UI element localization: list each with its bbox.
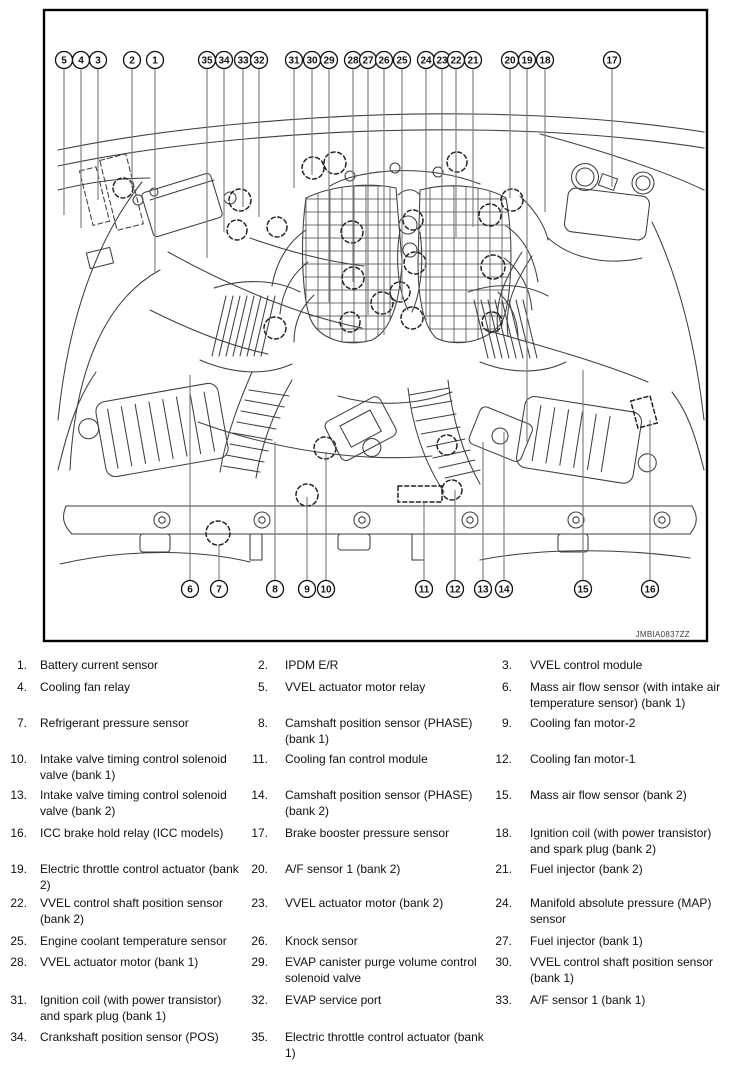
legend-item-number: 22. (10, 896, 27, 910)
figure-code-watermark: JMBIA0837ZZ (635, 630, 690, 639)
svg-text:11: 11 (418, 584, 430, 596)
legend-item-label: A/F sensor 1 (bank 1) (530, 993, 646, 1007)
legend-item-label: Intake valve timing control solenoid valve (bank 1) (40, 752, 227, 782)
legend-item-label: Fuel injector (bank 1) (530, 934, 643, 948)
legend-item-label: VVEL control shaft position sensor (bank 2) (40, 896, 223, 926)
svg-text:27: 27 (362, 55, 374, 67)
legend-item-number: 8. (257, 716, 268, 730)
legend-item-label: Mass air flow sensor (with intake air temperature sensor) (bank 1) (530, 680, 721, 710)
svg-text:26: 26 (378, 55, 390, 67)
svg-text:18: 18 (539, 55, 551, 67)
legend-item-label: Camshaft position sensor (PHASE) (bank 1) (285, 716, 473, 746)
svg-text:35: 35 (201, 55, 213, 67)
legend-item-number: 32. (251, 993, 268, 1007)
svg-text:17: 17 (606, 55, 618, 67)
legend-item-number: 7. (16, 716, 27, 730)
svg-text:20: 20 (504, 55, 516, 67)
svg-text:3: 3 (95, 55, 101, 67)
legend-item-label: Cooling fan motor-1 (530, 752, 636, 766)
svg-text:19: 19 (521, 55, 533, 67)
svg-text:12: 12 (449, 584, 461, 596)
legend-item-number: 21. (495, 862, 512, 876)
legend-item-number: 11. (252, 752, 268, 766)
svg-text:33: 33 (237, 55, 249, 67)
legend-item-number: 18. (495, 826, 512, 840)
svg-text:9: 9 (304, 584, 310, 596)
legend-item-label: IPDM E/R (285, 658, 339, 672)
legend-item-number: 3. (501, 658, 512, 672)
svg-text:7: 7 (216, 584, 222, 596)
svg-text:34: 34 (218, 55, 230, 67)
svg-text:13: 13 (477, 584, 489, 596)
legend-item-number: 9. (501, 716, 512, 730)
legend-item-label: Electric throttle control actuator (bank 1) (285, 1030, 484, 1060)
legend-item-label: Ignition coil (with power transistor) and spark plug (bank 1) (40, 993, 222, 1023)
svg-text:30: 30 (306, 55, 318, 67)
svg-text:8: 8 (272, 584, 278, 596)
legend-item-label: ICC brake hold relay (ICC models) (40, 826, 224, 840)
legend-item-label: Battery current sensor (40, 658, 159, 672)
legend-item-label: Fuel injector (bank 2) (530, 862, 643, 876)
legend-item-label: Refrigerant pressure sensor (40, 716, 189, 730)
svg-text:28: 28 (347, 55, 359, 67)
legend-item-label: Ignition coil (with power transistor) and spark plug (bank 2) (530, 826, 712, 856)
legend-item-label: Cooling fan relay (40, 680, 131, 694)
legend-item-number: 31. (10, 993, 27, 1007)
svg-text:1: 1 (152, 55, 158, 67)
legend-item-label: Crankshaft position sensor (POS) (40, 1030, 219, 1044)
legend-item-number: 20. (251, 862, 268, 876)
legend-item-number: 25. (10, 934, 27, 948)
svg-text:32: 32 (253, 55, 265, 67)
legend-item-label: VVEL control module (530, 658, 643, 672)
legend-item-number: 23. (251, 896, 268, 910)
svg-text:14: 14 (498, 584, 510, 596)
legend-item-number: 34. (10, 1030, 27, 1044)
legend-item-number: 29. (251, 955, 268, 969)
svg-text:23: 23 (436, 55, 448, 67)
legend-item-number: 30. (495, 955, 512, 969)
legend-item-number: 5. (257, 680, 268, 694)
legend-item-label: EVAP canister purge volume control solenoid valve (285, 955, 477, 985)
svg-text:24: 24 (420, 55, 432, 67)
legend-item-label: VVEL actuator motor (bank 1) (40, 955, 199, 969)
legend-item-number: 28. (10, 955, 27, 969)
svg-text:10: 10 (320, 584, 332, 596)
legend-item-label: Mass air flow sensor (bank 2) (530, 788, 687, 802)
legend-item-number: 2. (257, 658, 268, 672)
legend-item-number: 14. (251, 788, 268, 802)
legend-item-label: Brake booster pressure sensor (285, 826, 450, 840)
legend-item-number: 4. (16, 680, 27, 694)
legend-item-number: 16. (10, 826, 27, 840)
legend-item-number: 19. (10, 862, 27, 876)
legend-item-number: 12. (495, 752, 512, 766)
svg-text:5: 5 (61, 55, 67, 67)
legend-item-number: 10. (10, 752, 27, 766)
legend-item-label: A/F sensor 1 (bank 2) (285, 862, 401, 876)
legend-item-label: VVEL control shaft position sensor (bank 1) (530, 955, 713, 985)
legend-item-number: 13. (10, 788, 27, 802)
svg-text:6: 6 (187, 584, 193, 596)
legend-item-label: EVAP service port (285, 993, 382, 1007)
legend-item-label: VVEL actuator motor relay (285, 680, 426, 694)
legend-item-label: Knock sensor (285, 934, 358, 948)
svg-text:15: 15 (577, 584, 589, 596)
legend-item-number: 6. (501, 680, 512, 694)
svg-text:4: 4 (78, 55, 84, 67)
legend-item-label: Manifold absolute pressure (MAP) sensor (530, 896, 712, 926)
legend-item-number: 26. (251, 934, 268, 948)
svg-text:25: 25 (396, 55, 408, 67)
legend-item-label: VVEL actuator motor (bank 2) (285, 896, 444, 910)
legend-item-number: 24. (495, 896, 512, 910)
legend-item-number: 17. (251, 826, 268, 840)
legend-item-number: 35. (251, 1030, 268, 1044)
legend-item-label: Cooling fan control module (285, 752, 428, 766)
legend-item-label: Intake valve timing control solenoid valve (bank 2) (40, 788, 227, 818)
legend-item-label: Engine coolant temperature sensor (40, 934, 227, 948)
svg-text:22: 22 (450, 55, 462, 67)
legend-item-label: Electric throttle control actuator (bank 2) (40, 862, 239, 892)
svg-text:29: 29 (323, 55, 335, 67)
svg-text:2: 2 (129, 55, 135, 67)
svg-text:31: 31 (288, 55, 300, 67)
legend-item-number: 15. (495, 788, 512, 802)
legend-item-number: 1. (16, 658, 27, 672)
legend-item-number: 33. (495, 993, 512, 1007)
svg-text:16: 16 (644, 584, 656, 596)
svg-text:21: 21 (467, 55, 479, 67)
legend-item-label: Cooling fan motor-2 (530, 716, 636, 730)
legend-item-number: 27. (495, 934, 512, 948)
legend-item-label: Camshaft position sensor (PHASE) (bank 2) (285, 788, 473, 818)
